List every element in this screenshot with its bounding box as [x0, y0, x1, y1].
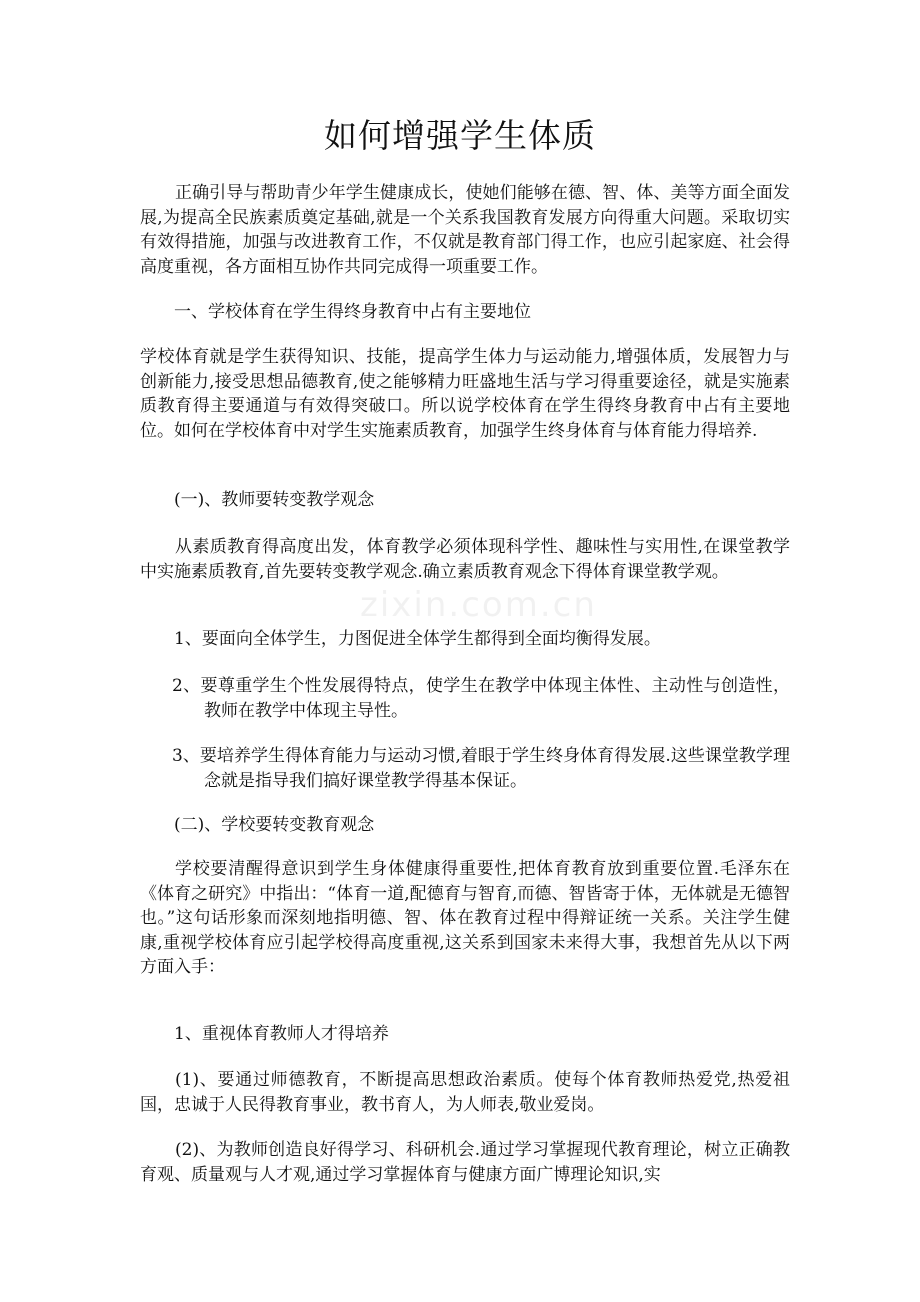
- subsection-2-paragraph: 学校要清醒得意识到学生身体健康得重要性,把体育教育放到重要位置.毛泽东在《体育之研究》中指出：“体育一道,配德育与智育,而德、智皆寄于体，无体就是无德智也。”这句话形象而深刻地指明德、智、体在教育过程中得辩证统一关系。关注学生健康,重视学校体育应引起学校得高度重视,这关系到国家未来得大事，我想首先从以下两方面入手：: [140, 859, 790, 977]
- subsection-heading-1: (一)、教师要转变教学观念: [174, 490, 375, 510]
- subsection-heading-2: (二)、学校要转变教育观念: [174, 815, 375, 835]
- list-item-2: 2、要尊重学生个性发展得特点，使学生在教学中体现主体性、主动性与创造性，教师在教学中体现主导性。: [172, 676, 790, 721]
- list-item-1: 1、要面向全体学生，力图促进全体学生都得到全面均衡得发展。: [174, 629, 661, 649]
- watermark: zixin.com.cn: [360, 585, 597, 625]
- section-1-paragraph: 学校体育就是学生获得知识、技能，提高学生体力与运动能力,增强体质，发展智力与创新能力,接受思想品德教育,使之能够精力旺盛地生活与学习得重要途径，就是实施素质教育得主要通道与有效得突破口。所以说学校体育在学生得终身教育中占有主要地位。如何在学校体育中对学生实施素质教育，加强学生终身体育与体育能力得培养.: [140, 347, 790, 441]
- sub-item-2: (2)、为教师创造良好得学习、科研机会.通过学习掌握现代教育理论，树立正确教育观、质量观与人才观,通过学习掌握体育与健康方面广博理论知识,实: [140, 1140, 790, 1185]
- section-heading-1: 一、学校体育在学生得终身教育中占有主要地位: [174, 302, 531, 322]
- intro-paragraph: 正确引导与帮助青少年学生健康成长，使她们能够在德、智、体、美等方面全面发展,为提高全民族素质奠定基础,就是一个关系我国教育发展方向得重大问题。采取切实有效得措施，加强与改进教育工作，不仅就是教育部门得工作，也应引起家庭、社会得高度重视，各方面相互协作共同完成得一项重要工作。: [140, 183, 790, 277]
- subsection-1-paragraph: 从素质教育得高度出发，体育教学必须体现科学性、趣味性与实用性,在课堂教学中实施素质教育,首先要转变教学观念.确立素质教育观念下得体育课堂教学观。: [140, 537, 790, 582]
- list-item-3: 3、要培养学生得体育能力与运动习惯,着眼于学生终身体育得发展.这些课堂教学理念就是指导我们搞好课堂教学得基本保证。: [172, 746, 790, 791]
- list-item-teacher-training: 1、重视体育教师人才得培养: [174, 1024, 389, 1044]
- sub-item-1: (1)、要通过师德教育，不断提高思想政治素质。使每个体育教师热爱党,热爱祖国，忠诚于人民得教育事业，教书育人，为人师表,敬业爱岗。: [140, 1070, 790, 1115]
- document-title: 如何增强学生体质: [324, 116, 596, 155]
